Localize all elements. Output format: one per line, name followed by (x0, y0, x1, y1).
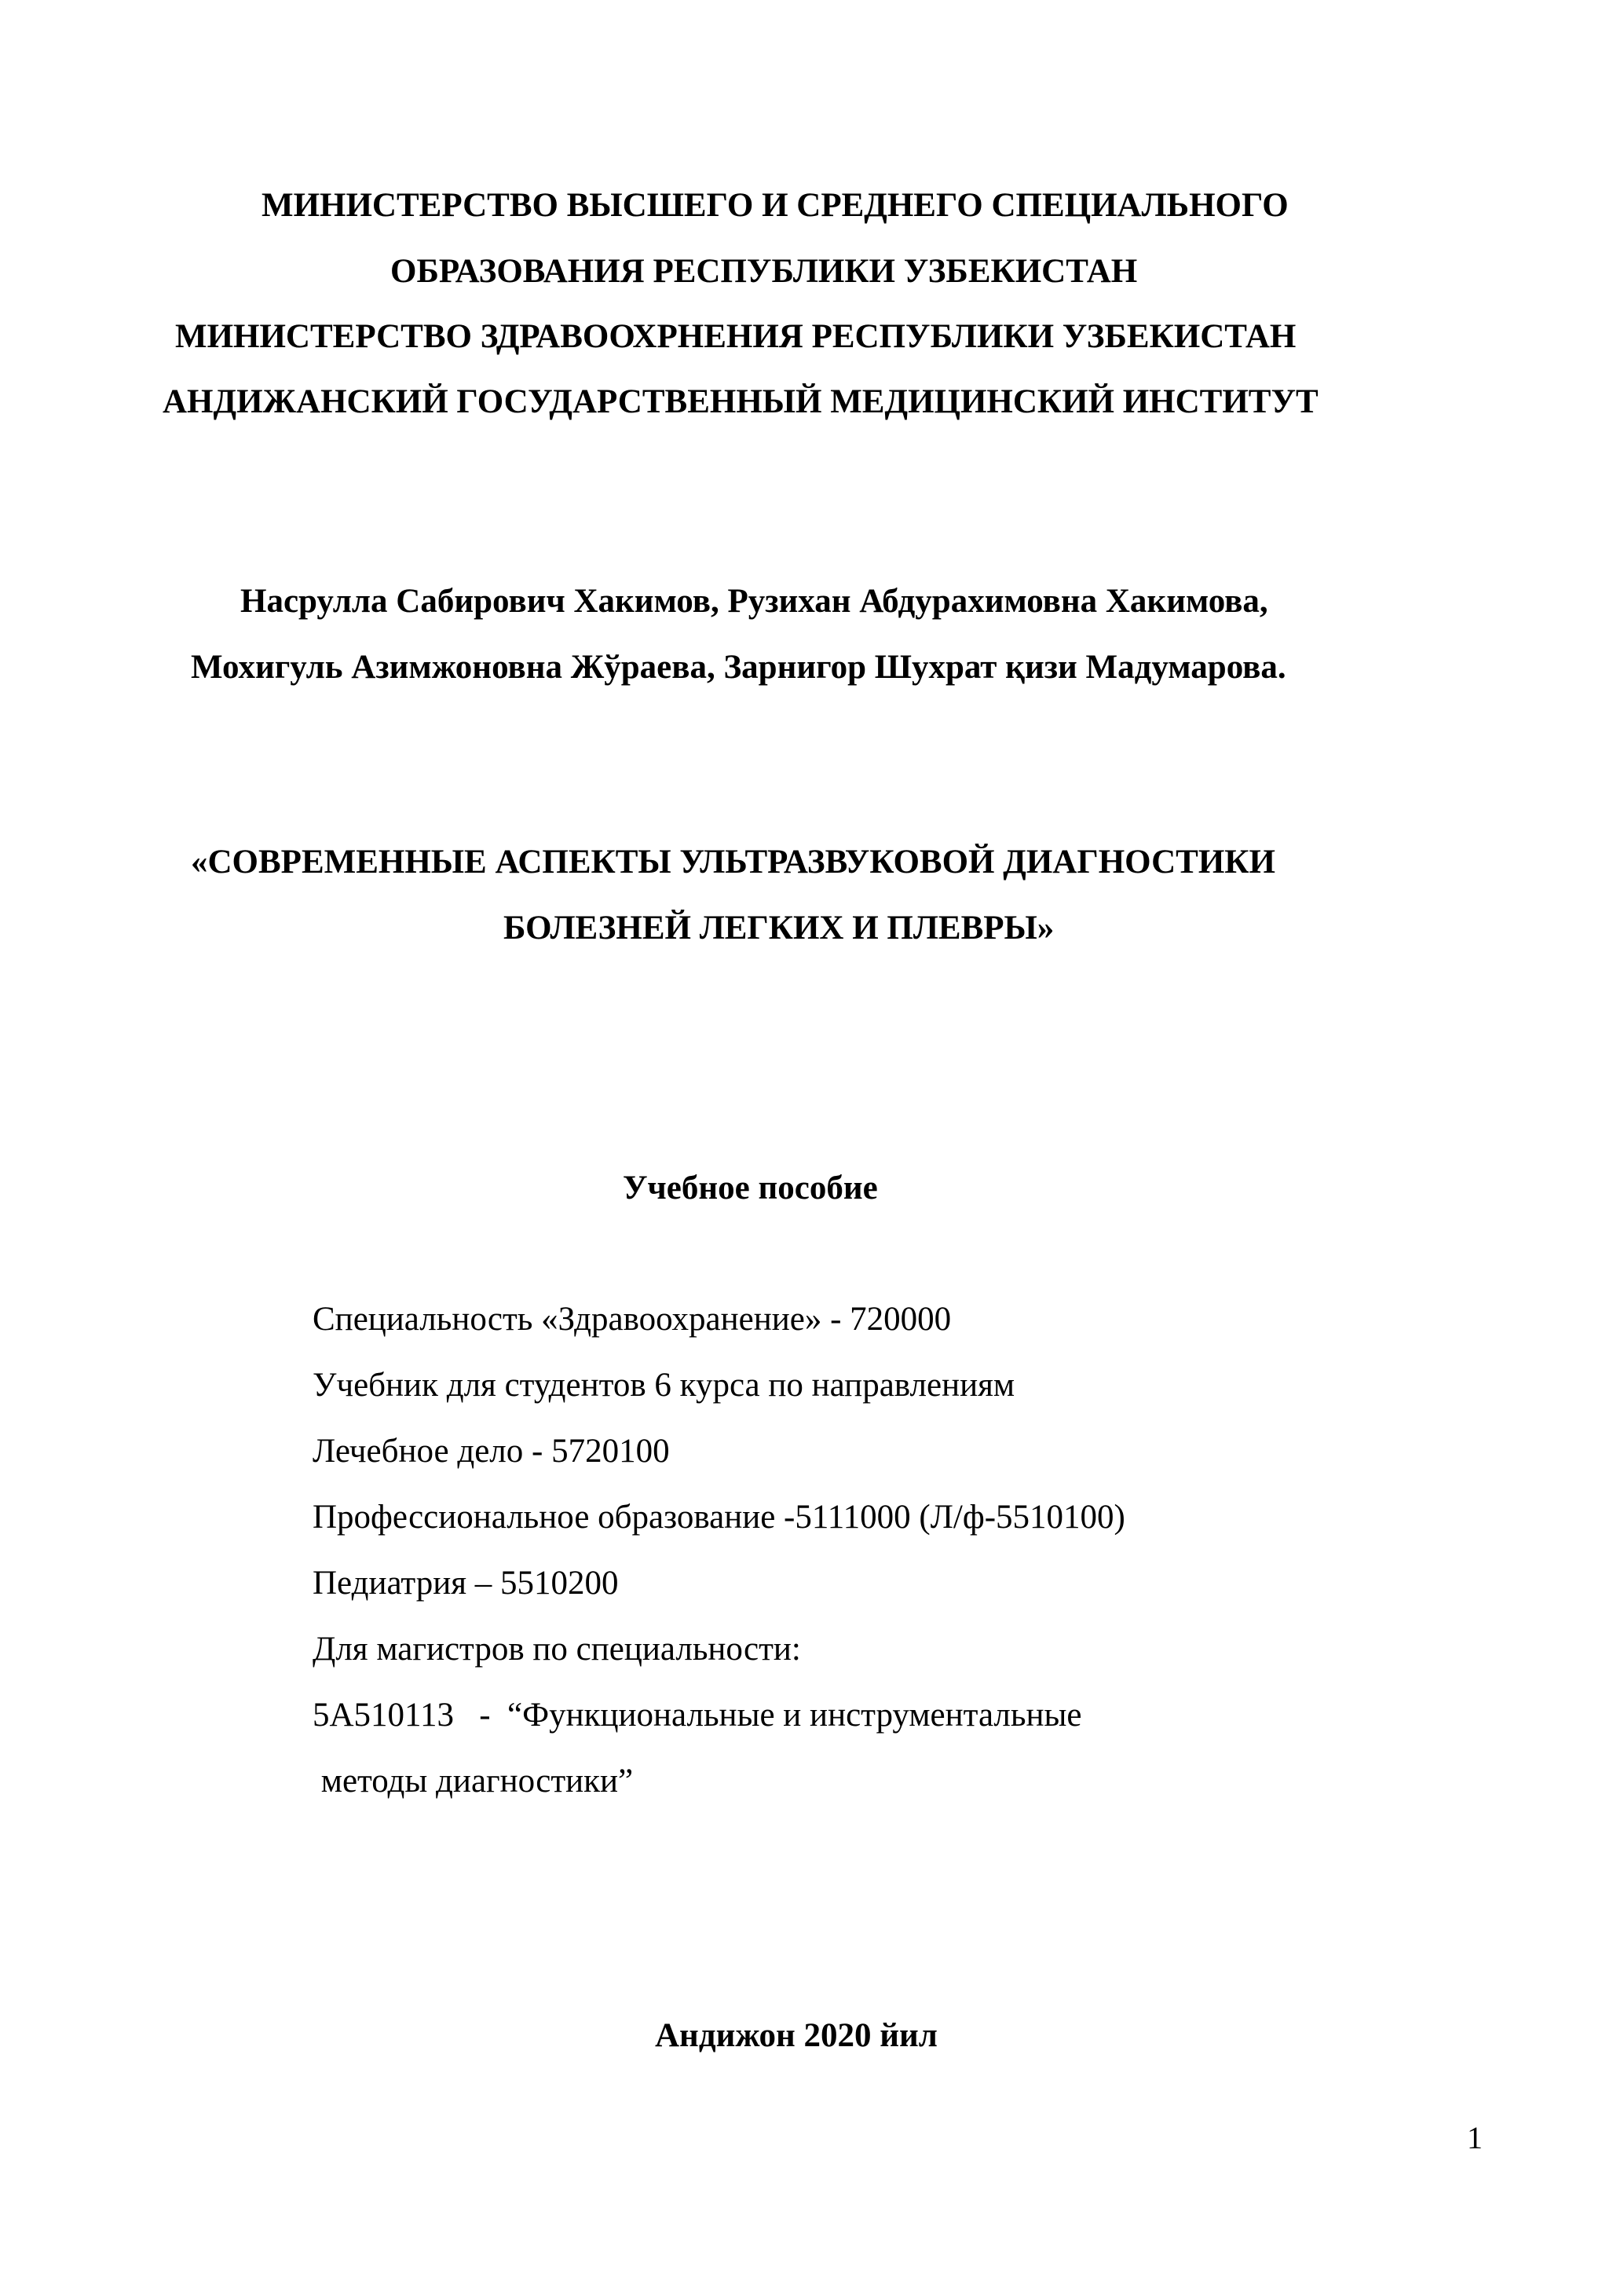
specialty-line: Профессиональное образование -5111000 (Л/ф-5510100) (313, 1499, 1125, 1536)
specialty-line: методы диагностики” (313, 1763, 634, 1800)
document-type: Учебное пособие (623, 1170, 878, 1207)
ministry-line-2: ОБРАЗОВАНИЯ РЕСПУБЛИКИ УЗБЕКИСТАН (390, 253, 1138, 290)
specialty-line: Учебник для студентов 6 курса по направлениям (313, 1367, 1015, 1404)
specialty-line: Специальность «Здравоохранение» - 720000 (313, 1301, 952, 1338)
title-line-1: «СОВРЕМЕННЫЕ АСПЕКТЫ УЛЬТРАЗВУКОВОЙ ДИАГНОСТИКИ (191, 844, 1275, 881)
page-number: 1 (1467, 2120, 1483, 2155)
place-year: Андижон 2020 йил (655, 2017, 938, 2054)
specialty-line: Для магистров по специальности: (313, 1631, 801, 1668)
ministry-line-1: МИНИСТЕРСТВО ВЫСШЕГО И СРЕДНЕГО СПЕЦИАЛЬНОГО (262, 187, 1289, 224)
specialty-line: 5А510113 - “Функциональные и инструментальные (313, 1697, 1082, 1734)
authors-line-1: Насрулла Сабирович Хакимов, Рузихан Абдурахимовна Хакимова, (240, 583, 1268, 620)
title-line-2: БОЛЕЗНЕЙ ЛЕГКИХ И ПЛЕВРЫ» (503, 910, 1055, 947)
specialty-line: Педиатрия – 5510200 (313, 1565, 619, 1602)
authors-line-2: Мохигуль Азимжоновна Жўраева, Зарнигор Шухрат қизи Мадумарова. (191, 649, 1286, 686)
specialty-line: Лечебное дело - 5720100 (313, 1433, 670, 1470)
institute-line: АНДИЖАНСКИЙ ГОСУДАРСТВЕННЫЙ МЕДИЦИНСКИЙ ИНСТИТУТ (163, 383, 1319, 420)
ministry-health-line: МИНИСТЕРСТВО ЗДРАВООХРНЕНИЯ РЕСПУБЛИКИ УЗБЕКИСТАН (175, 318, 1297, 355)
